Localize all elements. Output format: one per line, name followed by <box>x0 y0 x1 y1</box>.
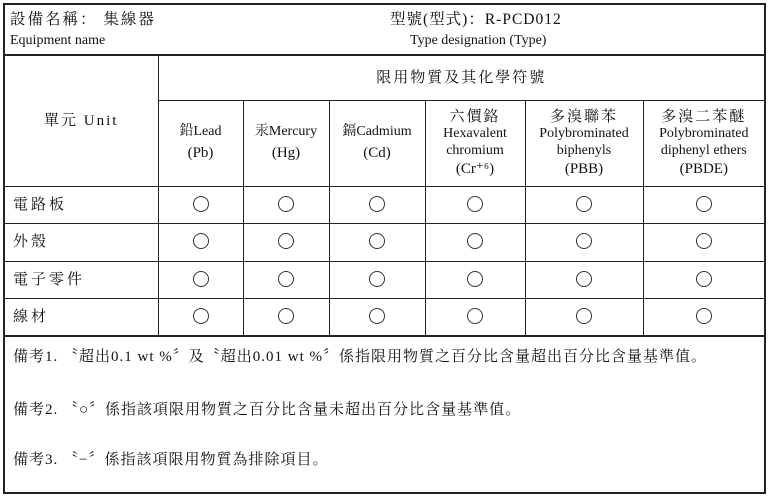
circle-mark-icon <box>278 233 294 249</box>
note-3: 備考3. 〝−〞係指該項限用物質為排除項目。 <box>13 452 329 468</box>
circle-mark-icon <box>696 308 712 324</box>
type-designation-english: Type designation (Type) <box>410 33 547 48</box>
note-1: 備考1. 〝超出0.1 wt %〞及〝超出0.01 wt %〞係指限用物質之百分比含量超出百分比含量基準值。 <box>13 349 707 365</box>
note-2: 備考2. 〝○〞係指該項限用物質之百分比含量未超出百分比含量基準值。 <box>13 402 522 418</box>
unit-column-header: 單元 Unit <box>5 56 158 186</box>
circle-mark-icon <box>467 233 483 249</box>
circle-mark-icon <box>193 308 209 324</box>
table-row <box>5 298 764 335</box>
type-designation-label: 型號(型式)：R-PCD012 <box>390 11 562 28</box>
equipment-name-label: 設備名稱： 集線器 <box>10 11 156 28</box>
circle-mark-icon <box>369 308 385 324</box>
restricted-substances-table <box>5 56 764 335</box>
circle-mark-icon <box>369 271 385 287</box>
circle-mark-icon <box>467 271 483 287</box>
substance-header-pbde: 多溴二苯醚 Polybrominated diphenyl ethers (PBDE) <box>643 100 764 186</box>
rohs-declaration-document <box>3 3 766 494</box>
unit-label: 電路板 <box>5 186 158 223</box>
circle-mark-icon <box>278 196 294 212</box>
circle-mark-icon <box>193 233 209 249</box>
circle-mark-icon <box>576 271 592 287</box>
equipment-name-english: Equipment name <box>10 33 106 48</box>
circle-mark-icon <box>576 233 592 249</box>
substance-header-cadmium: 鎘Cadmium (Cd) <box>329 100 425 186</box>
table-row <box>5 223 764 261</box>
circle-mark-icon <box>278 308 294 324</box>
circle-mark-icon <box>576 196 592 212</box>
circle-mark-icon <box>278 271 294 287</box>
unit-label: 外殼 <box>5 223 158 261</box>
unit-label: 線材 <box>5 298 158 335</box>
notes-divider <box>5 335 764 337</box>
table-row <box>5 186 764 223</box>
restricted-substances-header: 限用物質及其化學符號 <box>158 56 764 100</box>
substance-header-lead: 鉛Lead (Pb) <box>158 100 243 186</box>
circle-mark-icon <box>576 308 592 324</box>
table-row <box>5 261 764 298</box>
circle-mark-icon <box>193 271 209 287</box>
circle-mark-icon <box>193 196 209 212</box>
substance-header-hexavalent-chromium: 六價鉻 Hexavalent chromium (Cr⁺⁶) <box>425 100 525 186</box>
circle-mark-icon <box>696 196 712 212</box>
circle-mark-icon <box>696 271 712 287</box>
circle-mark-icon <box>696 233 712 249</box>
substance-header-mercury: 汞Mercury (Hg) <box>243 100 329 186</box>
unit-label: 電子零件 <box>5 261 158 298</box>
circle-mark-icon <box>467 196 483 212</box>
circle-mark-icon <box>369 233 385 249</box>
circle-mark-icon <box>467 308 483 324</box>
circle-mark-icon <box>369 196 385 212</box>
substance-header-pbb: 多溴聯苯 Polybrominated biphenyls (PBB) <box>525 100 643 186</box>
